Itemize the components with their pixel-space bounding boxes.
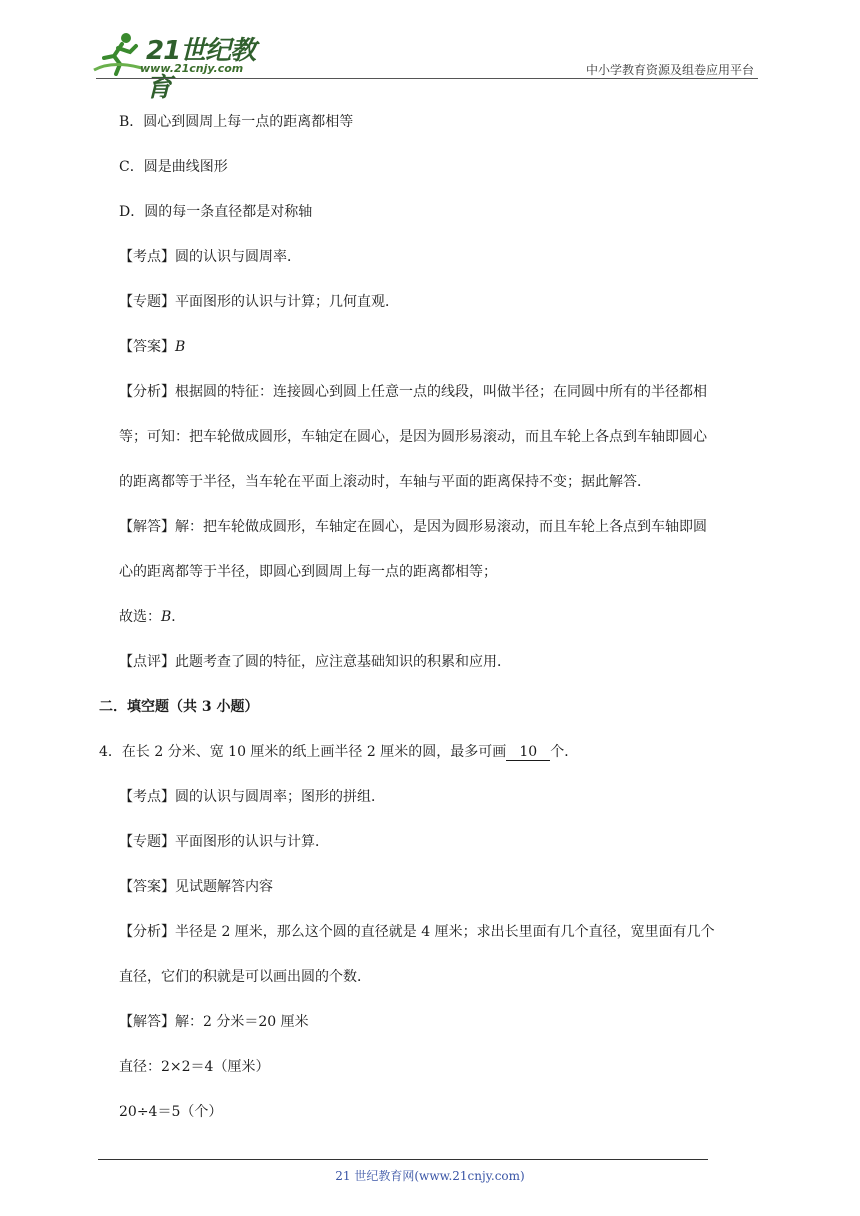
- kaodian: 【考点】圆的认识与圆周率．: [119, 249, 301, 265]
- logo-url: www.21cnjy.com: [140, 62, 244, 75]
- logo-text: 21世纪教育: [146, 36, 256, 103]
- q4-analysis-line-1: 【分析】半径是 2 厘米，那么这个圆的直径就是 4 厘米；求出长里面有几个直径，宽里面有几个: [119, 924, 715, 940]
- q4-solution-line-3: 20÷4＝5（个）: [119, 1104, 223, 1120]
- header-divider: [96, 78, 758, 79]
- answer-line: [119, 337, 185, 357]
- answer-label: 【答案】: [119, 339, 175, 355]
- q4-solution-line-1: 【解答】解：2 分米＝20 厘米: [119, 1014, 309, 1030]
- footer-text: 21 世纪教育网(www.21cnjy.com): [335, 1169, 525, 1183]
- site-logo: [92, 30, 262, 103]
- choose-suffix: ．: [171, 609, 186, 625]
- q4-solution-line-2: 直径：2×2＝4（厘米）: [119, 1059, 270, 1075]
- solution-line-2: 心的距离都等于半径，即圆心到圆周上每一点的距离都相等；: [119, 564, 497, 580]
- answer-value: B: [175, 339, 186, 355]
- question-4-suffix: 个．: [550, 744, 579, 760]
- platform-name: 中小学教育资源及组卷应用平台: [585, 63, 754, 77]
- zhuanti: 【专题】平面图形的认识与计算；几何直观．: [119, 294, 399, 310]
- q4-zhuanti: 【专题】平面图形的认识与计算．: [119, 834, 329, 850]
- solution-line-1: 【解答】解：把车轮做成圆形，车轴定在圆心，是因为圆形易滚动，而且车轮上各点到车轴即圆: [119, 519, 707, 535]
- choose-line: [119, 607, 185, 627]
- option-b: B．圆心到圆周上每一点的距离都相等: [119, 114, 354, 130]
- q4-analysis-line-2: 直径，它们的积就是可以画出圆的个数．: [119, 969, 371, 985]
- page-header: [0, 0, 860, 103]
- analysis-line-1: 【分析】根据圆的特征：连接圆心到圆上任意一点的线段，叫做半径；在同圆中所有的半径都相: [119, 384, 707, 400]
- section-title: 二．填空题（共 3 小题）: [99, 699, 259, 715]
- choose-label: 故选：: [119, 609, 161, 625]
- option-d: D．圆的每一条直径都是对称轴: [119, 204, 313, 220]
- q4-answer: 【答案】见试题解答内容: [119, 879, 273, 895]
- answer-blank: 10: [506, 744, 550, 761]
- analysis-line-2: 等；可知：把车轮做成圆形，车轴定在圆心，是因为圆形易滚动，而且车轮上各点到车轴即圆心: [119, 429, 707, 445]
- question-4-stem: [99, 742, 578, 762]
- option-c: C．圆是曲线图形: [119, 159, 228, 175]
- footer-divider: [98, 1159, 708, 1160]
- q4-kaodian: 【考点】圆的认识与圆周率；图形的拼组．: [119, 789, 385, 805]
- comment: 【点评】此题考查了圆的特征，应注意基础知识的积累和应用．: [119, 654, 511, 670]
- analysis-line-3: 的距离都等于半径，当车轮在平面上滚动时，车轴与平面的距离保持不变；据此解答．: [119, 474, 651, 490]
- choose-value: B: [161, 609, 172, 625]
- question-4-text: 4．在长 2 分米、宽 10 厘米的纸上画半径 2 厘米的圆，最多可画: [99, 744, 507, 760]
